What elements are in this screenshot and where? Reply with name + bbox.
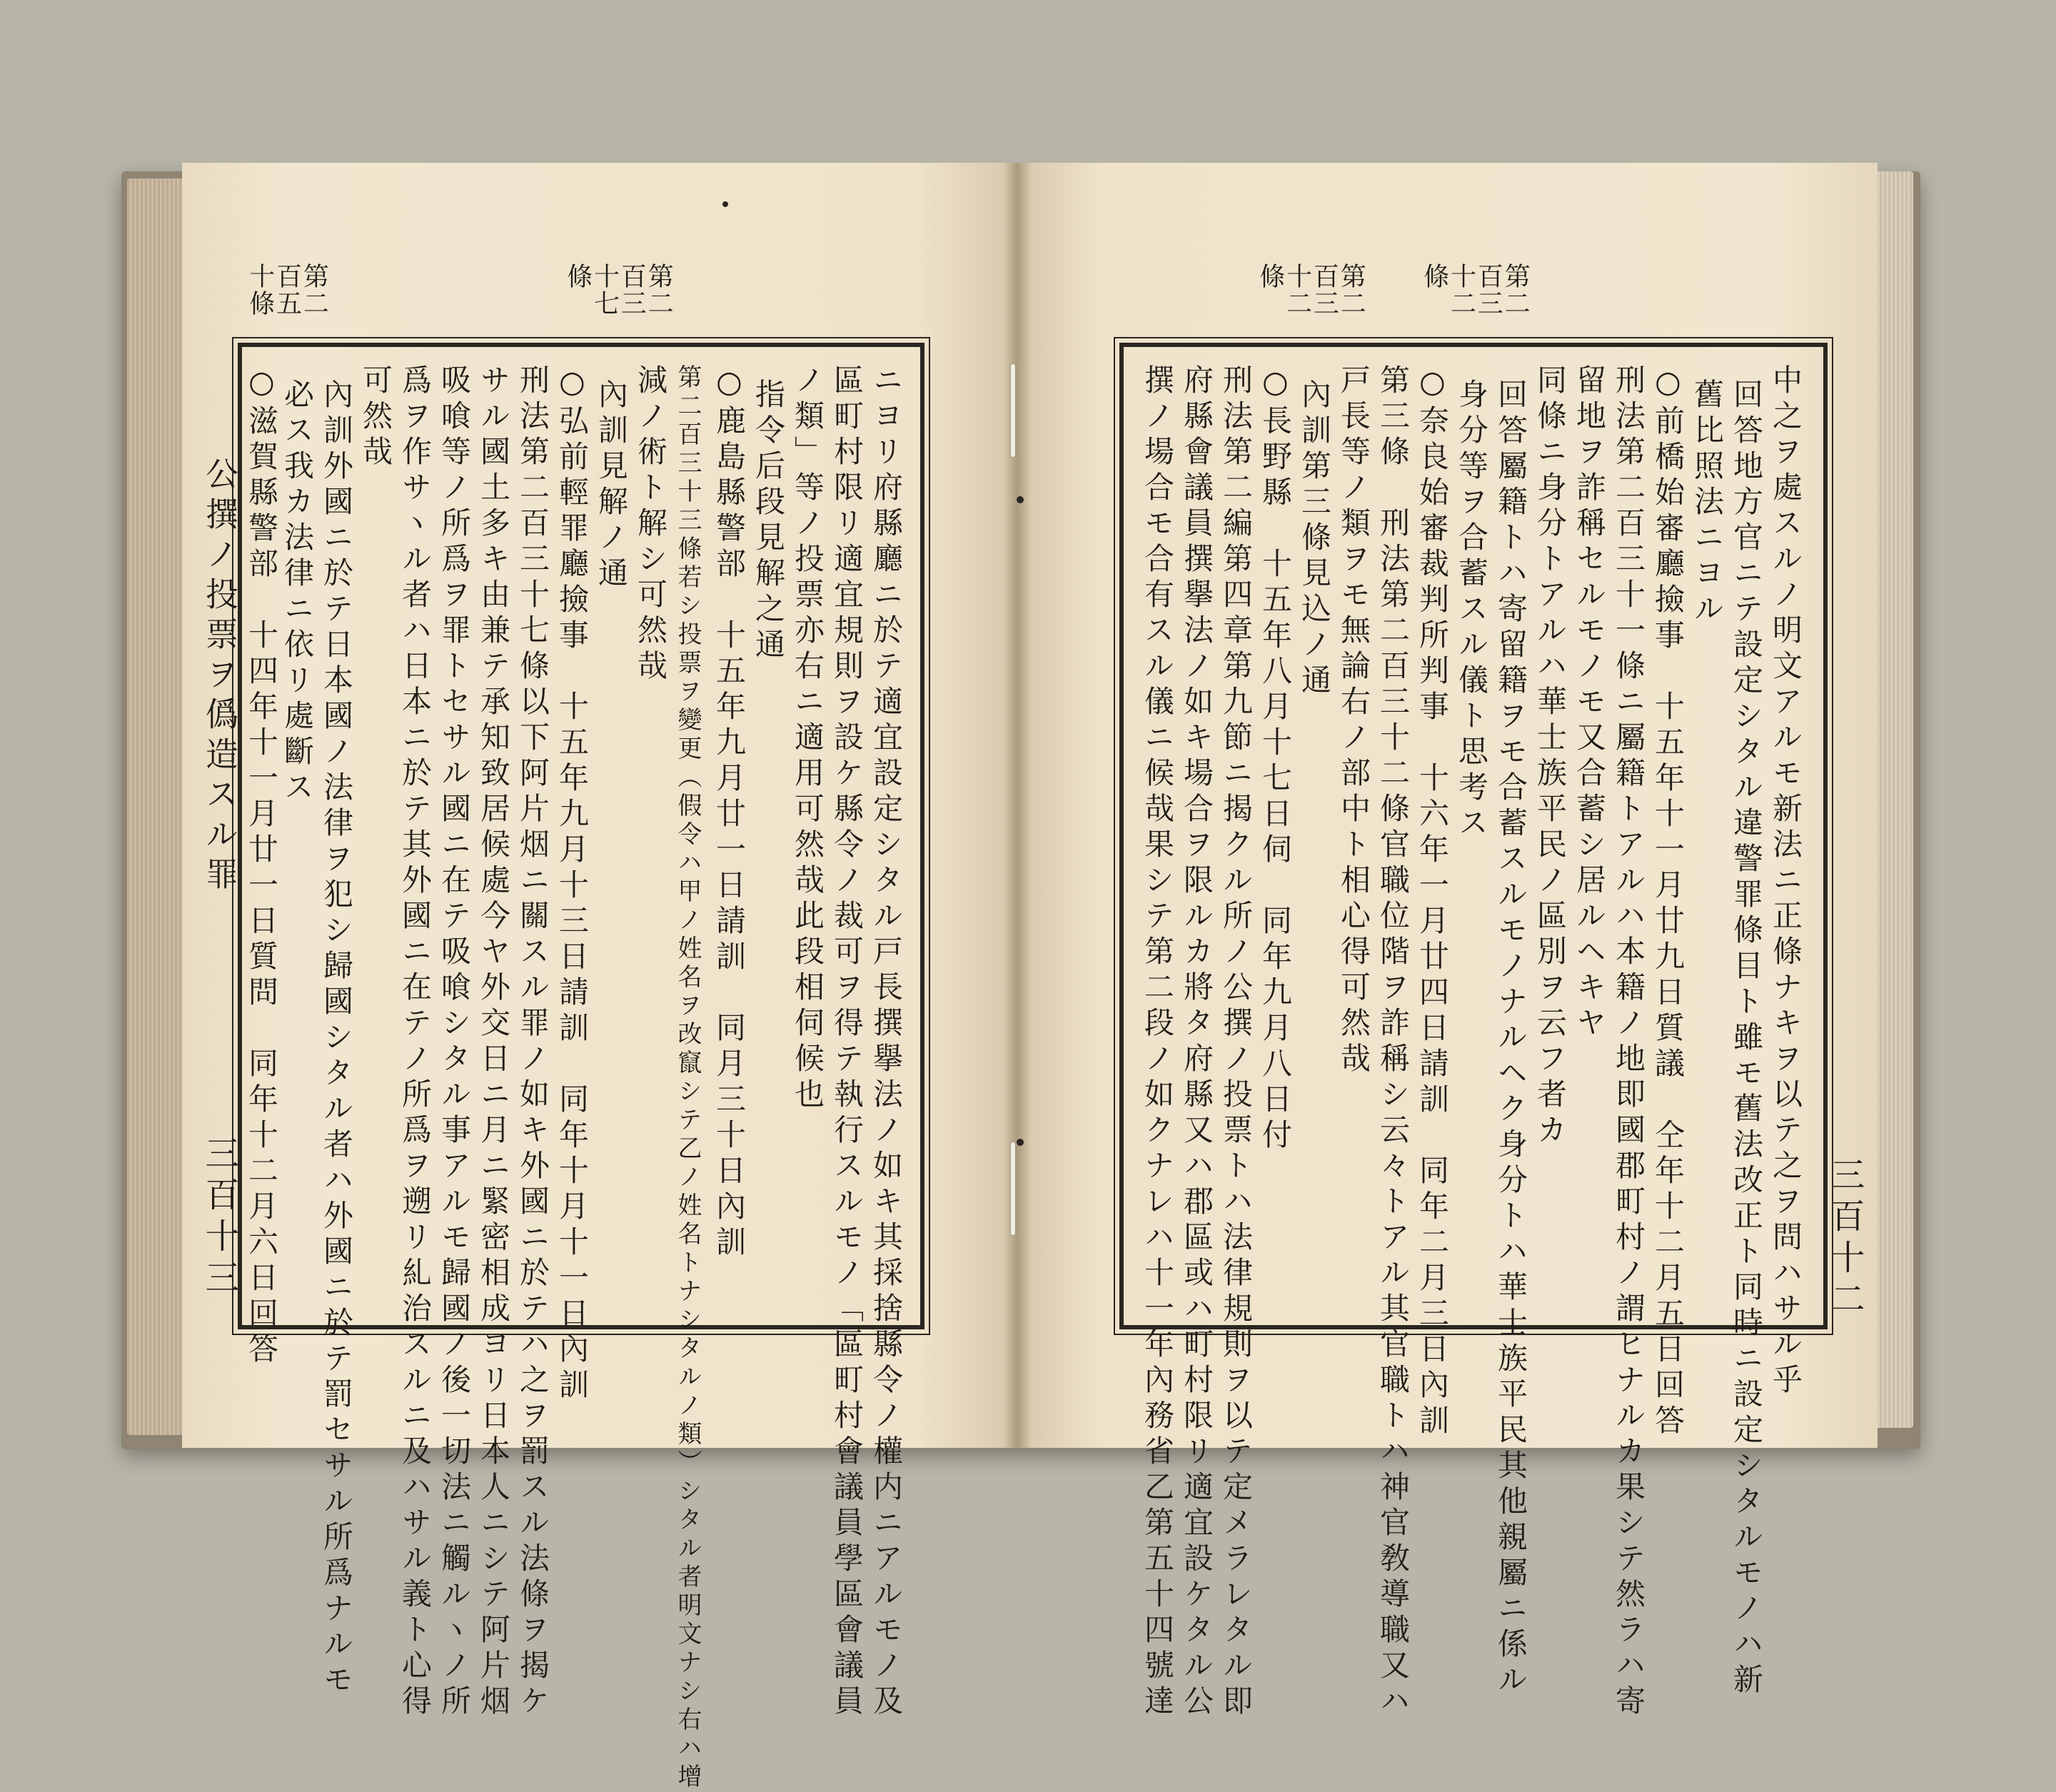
- text-column: 內訓第三條見込ノ通: [1297, 378, 1332, 700]
- text-column: ○鹿島縣警部 十五年九月廿一日請訓 同月三十日內訓: [712, 364, 747, 1262]
- text-column: 府縣會議員撰擧法ノ如キ場合ヲ限ルカ將タ府縣又ハ郡區或ハ町村限リ適宜設ケタル公: [1179, 364, 1214, 1721]
- running-title: 公撰ノ投票ヲ僞造スル罪: [201, 457, 239, 897]
- text-column: 刑法第二編第四章第九節ニ揭クル所ノ公撰ノ投票トハ法律規則ヲ以テ定メラレタル即: [1219, 364, 1254, 1721]
- text-column: ○滋賀縣警部 十四年十一月廿一日質問 同年十二月六日回答: [244, 364, 279, 1369]
- section-heading: 第二百三十二條: [1419, 263, 1531, 317]
- text-column: 第二百三十三條若シ投票ヲ變更（假令ハ甲ノ姓名ヲ改竄シテ乙ノ姓名トナシタルノ類）シタル者明文ナシ右ハ增: [673, 364, 702, 1792]
- text-column: 同條ニ身分トアルハ華士族平民ノ區別ヲ云フ者カ: [1533, 364, 1568, 1149]
- binding-thread: [1011, 364, 1015, 457]
- text-column: 中之ヲ處スルノ明文アルモ新法ニ正條ナキヲ以テ之ヲ問ハサル乎: [1768, 364, 1803, 1399]
- text-column: 指令后段見解之通: [751, 378, 786, 664]
- text-column: 減ノ術ト解シ可然哉: [633, 364, 668, 685]
- text-column: 回答地方官ニテ設定シタル違警罪條目ト雖モ舊法改正ト同時ニ設定シタルモノハ新: [1729, 378, 1764, 1699]
- section-heading: 第二百五十條: [245, 263, 329, 317]
- binding-thread: [1011, 1142, 1015, 1235]
- binding-hole: [1017, 496, 1024, 503]
- section-heading: 第二百三十二條: [1255, 263, 1366, 317]
- text-column: 身分等ヲ合蓄スル儀ト思考ス: [1454, 378, 1489, 842]
- text-column: 戸長等ノ類ヲモ無論右ノ部中ト相心得可然哉: [1336, 364, 1371, 1078]
- text-column: 必ス我カ法律ニ依リ處斷ス: [280, 378, 315, 807]
- section-heading: 第二百三十七條: [563, 263, 674, 317]
- text-column: 內訓見解ノ通: [594, 378, 629, 593]
- text-column: ○奈良始審裁判所判事 十六年一月廿四日請訓 同年二月三日內訓: [1415, 364, 1450, 1440]
- text-column: ノ類」等ノ投票亦右ニ適用可然哉此段相伺候也: [790, 364, 825, 1114]
- text-column: サル國土多キ由兼テ承知致居候處今ヤ外交日ニ月ニ緊密相成ヨリ日本人ニシテ阿片烟: [476, 364, 511, 1721]
- text-column: ニヨリ府縣廳ニ於テ適宜設定シタル戸長撰擧法ノ如キ其採捨縣令ノ權内ニアルモノ及: [869, 364, 904, 1721]
- text-column: 舊比照法ニヨル: [1690, 378, 1725, 628]
- binding-hole: [1017, 1139, 1024, 1146]
- text-column: 留地ヲ詐稱セルモノモ又合蓄シ居ルヘキヤ: [1572, 364, 1607, 1042]
- text-column: 第三條 刑法第二百三十二條官職位階ヲ詐稱シ云々トアル其官職トハ神官敎導職又ハ: [1376, 364, 1411, 1721]
- text-column: ○弘前輕罪廳撿事 十五年九月十三日請訓 同年十月十一日內訓: [555, 364, 590, 1404]
- text-column: 回答屬籍トハ寄留籍ヲモ合蓄スルモノナルヘク身分トハ華士族平民其他親屬ニ係ル: [1493, 378, 1528, 1699]
- text-column: 內訓外國ニ於テ日本國ノ法律ヲ犯シ歸國シタル者ハ外國ニ於テ罰セサル所爲ナルモ: [319, 378, 354, 1699]
- text-column: 區町村限リ適宜規則ヲ設ケ縣令ノ裁可ヲ得テ執行スルモノ「區町村會議員學區會議員: [830, 364, 865, 1721]
- text-column: 爲ヲ作サヽル者ハ日本ニ於テ其外國ニ在テノ所爲ヲ遡リ糺治スルニ及ハサル義ト心得: [398, 364, 433, 1721]
- book-gutter: [1003, 163, 1032, 1448]
- text-column: 吸喰等ノ所爲ヲ罪トセサル國ニ在テ吸喰シタル事アルモ歸國ノ後一切法ニ觸ルヽノ所: [437, 364, 472, 1721]
- text-column: ○長野縣 十五年八月十七日伺 同年九月八日付: [1258, 364, 1293, 1154]
- stray-mark: [722, 201, 728, 207]
- page-number: 三百十二: [1825, 1157, 1865, 1322]
- text-column: 可然哉: [358, 364, 393, 471]
- text-column: 刑法第二百三十一條ニ屬籍トアルハ本籍ノ地即國郡町村ノ謂ヒナルカ果シテ然ラハ寄: [1611, 364, 1646, 1721]
- text-column: ○前橋始審廳撿事 十五年十一月廿九日質議 仝年十二月五日回答: [1651, 364, 1685, 1440]
- page-number: 三百十三: [199, 1135, 239, 1301]
- text-column: 刑法第二百三十七條以下阿片烟ニ關スル罪ノ如キ外國ニ於テハ之ヲ罰スル法條ヲ揭ケ: [515, 364, 550, 1721]
- text-column: 撰ノ場合モ合有スル儀ニ候哉果シテ第二段ノ如クナレハ十一年內務省乙第五十四號達: [1140, 364, 1175, 1721]
